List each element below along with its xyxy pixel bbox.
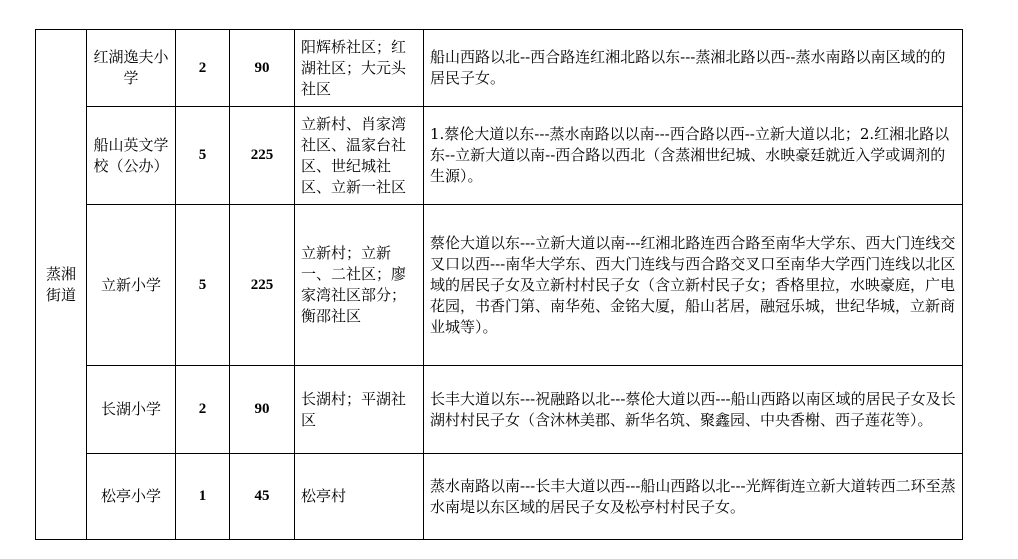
zone-description-cell: 长丰大道以东---祝融路以北---蔡伦大道以西---船山西路以南区域的居民子女及长湖村村民子女（含沐林美郡、新华名筑、聚鑫园、中央香榭、西子莲花等）。 (424, 366, 963, 454)
class-count-cell: 2 (176, 366, 230, 454)
community-cell: 立新村、肖家湾社区、温家台社区、世纪城社区、立新一社区 (295, 107, 424, 205)
enrollment-zone-table (35, 29, 963, 540)
district-cell: 蒸湘街道 (36, 30, 87, 540)
school-name-cell: 松亭小学 (87, 454, 176, 540)
class-count-cell: 5 (176, 107, 230, 205)
class-count-cell: 2 (176, 30, 230, 107)
community-cell: 松亭村 (295, 454, 424, 540)
zone-description-cell: 船山西路以北--西合路连红湘北路以东---蒸湘北路以西--蒸水南路以南区域的的居民子女。 (424, 30, 963, 107)
class-count-cell: 5 (176, 205, 230, 366)
student-count-cell: 90 (230, 30, 295, 107)
student-count-cell: 225 (230, 205, 295, 366)
table-row (36, 366, 963, 454)
community-cell: 立新村；立新一、二社区；廖家湾社区部分；衡邵社区 (295, 205, 424, 366)
zone-description-cell: 蔡伦大道以东---立新大道以南---红湘北路连西合路至南华大学东、西大门连线交叉口以西---南华大学东、西大门连线与西合路交叉口至南华大学西门连线以北区域的居民子女及立新村村民子女（含立新村民子女；香格里拉，水映豪庭，广电花园，书香门第、南华苑、金铭大厦，船山茗居，融冠乐城，世纪华城，立新商业城等）。 (424, 205, 963, 366)
community-cell: 长湖村；平湖社区 (295, 366, 424, 454)
school-name-cell: 立新小学 (87, 205, 176, 366)
table-row (36, 454, 963, 540)
table-row (36, 107, 963, 205)
table-row (36, 30, 963, 107)
student-count-cell: 45 (230, 454, 295, 540)
community-cell: 阳辉桥社区；红湖社区；大元头社区 (295, 30, 424, 107)
school-name-cell: 红湖逸夫小学 (87, 30, 176, 107)
table-row (36, 205, 963, 366)
student-count-cell: 90 (230, 366, 295, 454)
class-count-cell: 1 (176, 454, 230, 540)
zone-description-cell: 1.蔡伦大道以东---蒸水南路以以南---西合路以西--立新大道以北；2.红湘北路以东--立新大道以南--西合路以西北（含蒸湘世纪城、水映豪廷就近入学或调剂的生源）。 (424, 107, 963, 205)
zone-description-cell: 蒸水南路以南---长丰大道以西---船山西路以北---光辉街连立新大道转西二环至蒸水南堤以东区域的居民子女及松亭村村民子女。 (424, 454, 963, 540)
school-name-cell: 船山英文学校（公办） (87, 107, 176, 205)
school-name-cell: 长湖小学 (87, 366, 176, 454)
student-count-cell: 225 (230, 107, 295, 205)
